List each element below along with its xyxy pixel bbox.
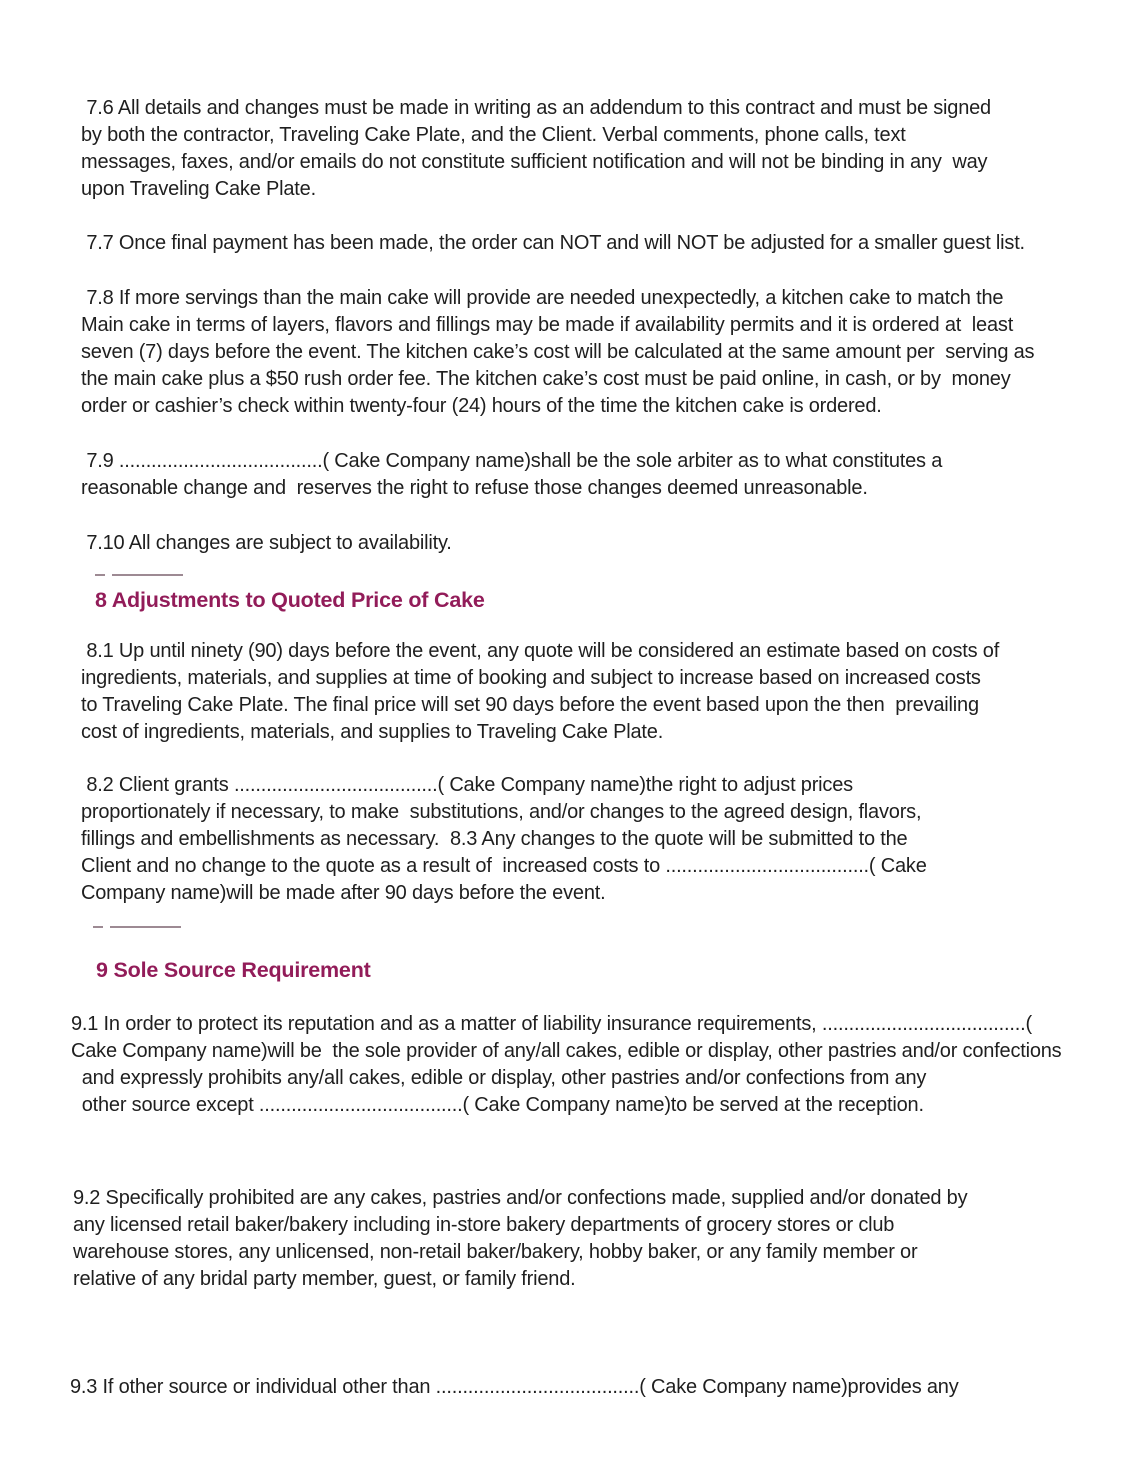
text-line: Client and no change to the quote as a result of increased costs to ......................................( Cake	[81, 855, 927, 877]
section-8-heading: 8 Adjustments to Quoted Price of Cake	[95, 588, 485, 612]
text-line: 7.7 Once final payment has been made, the order can NOT and will NOT be adjusted for a smaller guest list.	[81, 232, 1025, 254]
text-line: ingredients, materials, and supplies at time of booking and subject to increase based on increased costs	[81, 667, 981, 689]
text-line: fillings and embellishments as necessary. 8.3 Any changes to the quote will be submitted to the	[81, 828, 908, 850]
text-line: 7.9 ......................................( Cake Company name)shall be the sole arbiter as to what constitutes a	[81, 450, 943, 472]
text-line: Main cake in terms of layers, flavors and fillings may be made if availability permits and it is ordered at least	[81, 314, 1014, 336]
text-line: and expressly prohibits any/all cakes, edible or display, other pastries and/or confections from any	[71, 1067, 927, 1089]
text-line: any licensed retail baker/bakery including in-store bakery departments of grocery stores or club	[73, 1214, 895, 1236]
clause-7-8	[81, 285, 1140, 420]
divider-long-segment	[110, 926, 181, 928]
divider-long-segment	[112, 574, 183, 576]
divider-short-segment	[93, 926, 103, 928]
divider-short-segment	[95, 574, 105, 576]
clause-9-1	[71, 1011, 1140, 1119]
text-line: messages, faxes, and/or emails do not constitute sufficient notification and will not be binding in any way	[81, 151, 988, 173]
text-line: 9.2 Specifically prohibited are any cakes, pastries and/or confections made, supplied and/or donated by	[73, 1187, 968, 1209]
clause-9-2	[73, 1185, 1140, 1293]
text-line: proportionately if necessary, to make substitutions, and/or changes to the agreed design, flavors,	[81, 801, 922, 823]
text-line: warehouse stores, any unlicensed, non-retail baker/bakery, hobby baker, or any family member or	[73, 1241, 918, 1263]
clause-7-10	[81, 530, 1140, 557]
text-line: 8.1 Up until ninety (90) days before the event, any quote will be considered an estimate based on costs of	[81, 640, 1000, 662]
text-line: 8.2 Client grants ......................................( Cake Company name)the right to adjust prices	[81, 774, 853, 796]
text-line: by both the contractor, Traveling Cake Plate, and the Client. Verbal comments, phone calls, text	[81, 124, 906, 146]
clause-8-1	[81, 638, 1140, 746]
text-line: 9.3 If other source or individual other than ......................................( Cake Company name)provides any	[70, 1376, 959, 1398]
text-line: 7.8 If more servings than the main cake will provide are needed unexpectedly, a kitchen cake to match the	[81, 287, 1004, 309]
text-line: seven (7) days before the event. The kitchen cake’s cost will be calculated at the same amount per serving as	[81, 341, 1035, 363]
text-line: other source except ......................................( Cake Company name)to be served at the reception.	[71, 1094, 924, 1116]
text-line: order or cashier’s check within twenty-four (24) hours of the time the kitchen cake is ordered.	[81, 395, 882, 417]
clause-7-7	[81, 230, 1140, 257]
clause-7-6	[81, 95, 1140, 203]
text-line: reasonable change and reserves the right to refuse those changes deemed unreasonable.	[81, 477, 868, 499]
clause-7-9	[81, 448, 1140, 502]
text-line: 9.1 In order to protect its reputation and as a matter of liability insurance requirements, ......................................(	[71, 1013, 1032, 1035]
text-line: the main cake plus a $50 rush order fee. The kitchen cake’s cost must be paid online, in cash, or by money	[81, 368, 1011, 390]
text-line: 7.6 All details and changes must be made in writing as an addendum to this contract and must be signed	[81, 97, 991, 119]
text-line: Company name)will be made after 90 days before the event.	[81, 882, 606, 904]
text-line: relative of any bridal party member, guest, or family friend.	[73, 1268, 576, 1290]
section-divider	[95, 574, 1140, 578]
text-line: to Traveling Cake Plate. The final price will set 90 days before the event based upon the then prevailing	[81, 694, 979, 716]
section-divider	[93, 926, 1140, 930]
section-9-heading: 9 Sole Source Requirement	[96, 958, 371, 982]
clause-9-3	[70, 1374, 1140, 1401]
clause-8-2	[81, 772, 1140, 907]
text-line: cost of ingredients, materials, and supplies to Traveling Cake Plate.	[81, 721, 664, 743]
text-line: Cake Company name)will be the sole provider of any/all cakes, edible or display, other pastries and/or confections	[71, 1040, 1062, 1062]
text-line: 7.10 All changes are subject to availability.	[81, 532, 452, 554]
text-line: upon Traveling Cake Plate.	[81, 178, 316, 200]
